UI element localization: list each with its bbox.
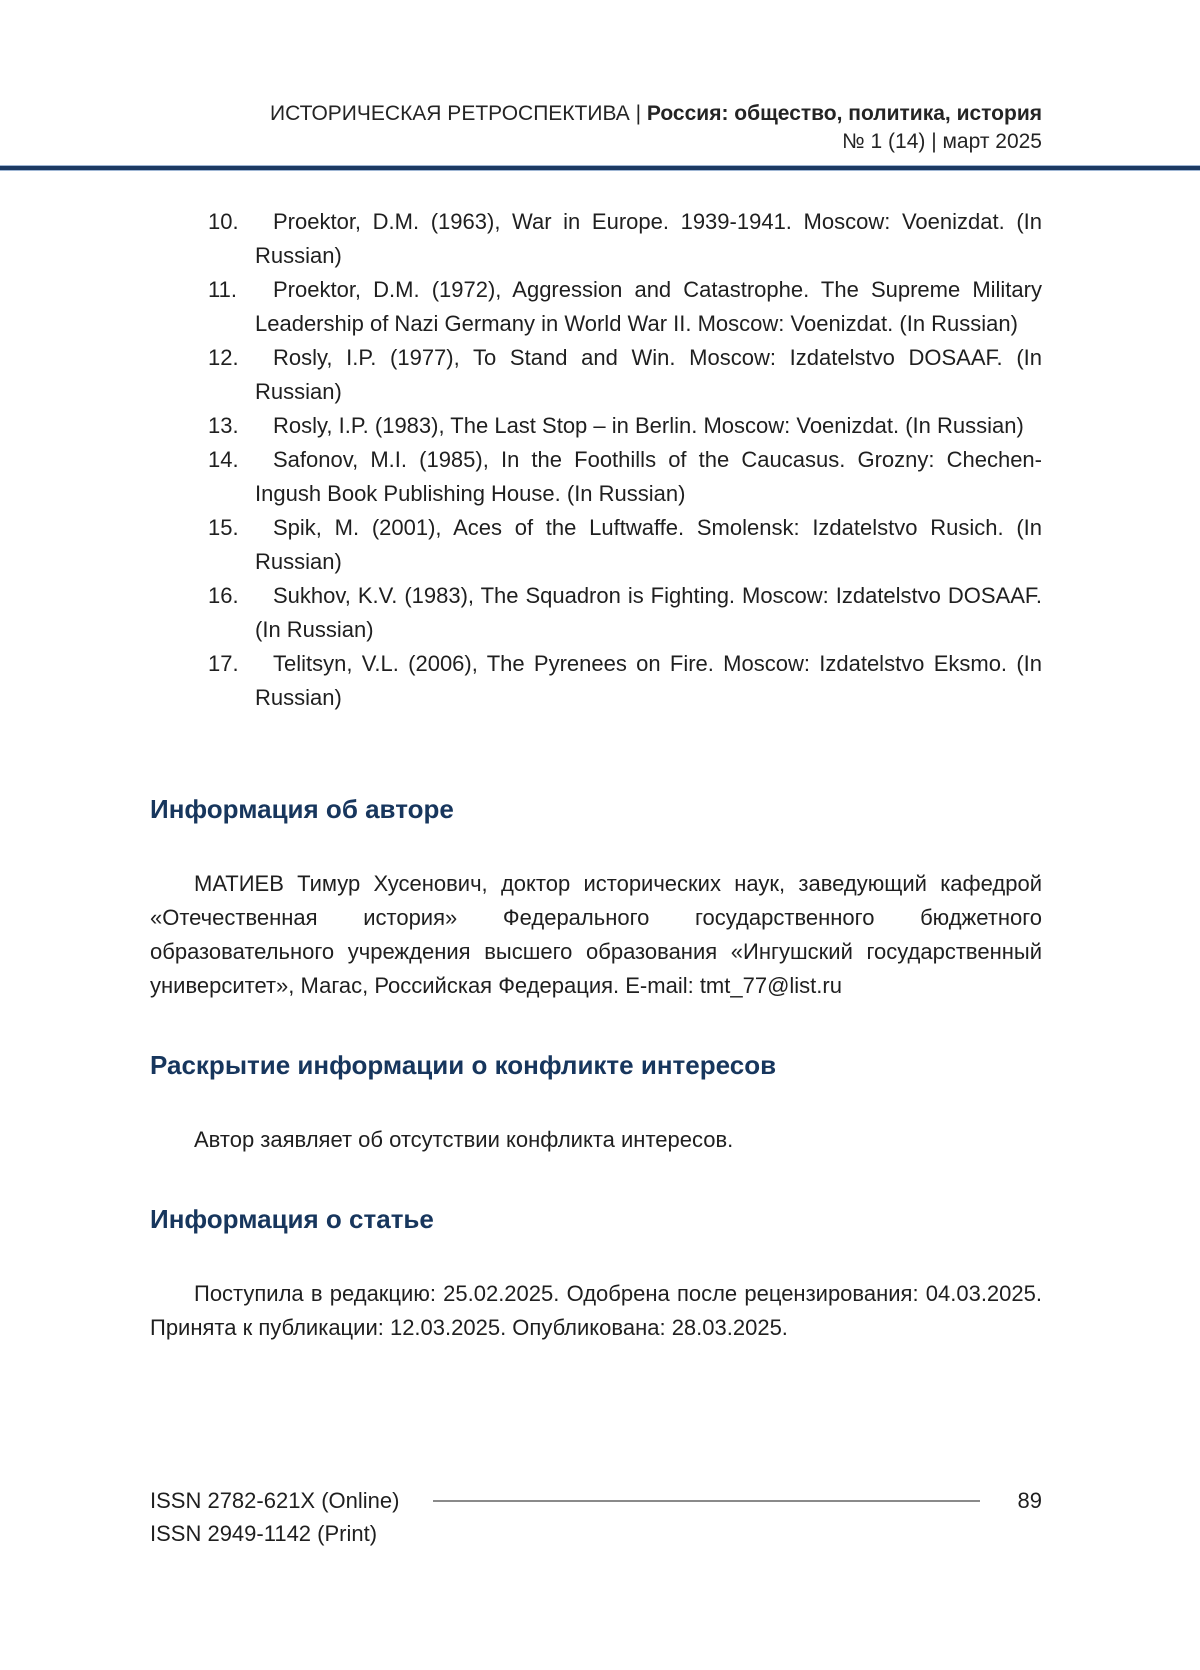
reference-number: 15. <box>208 515 239 540</box>
journal-title-separator: | <box>629 102 647 125</box>
reference-item <box>150 443 1042 511</box>
reference-text: Rosly, I.P. (1977), To Stand and Win. Moscow: Izdatelstvo DOSAAF. (In Russian) <box>255 345 1042 404</box>
reference-text: Spik, M. (2001), Aces of the Luftwaffe. Smolensk: Izdatelstvo Rusich. (In Russian) <box>255 515 1042 574</box>
doc-section <box>150 1203 1042 1345</box>
doc-section <box>150 1049 1042 1157</box>
reference-text: Proektor, D.M. (1963), War in Europe. 1939-1941. Moscow: Voenizdat. (In Russian) <box>255 209 1042 268</box>
sections <box>150 793 1042 1345</box>
section-paragraph: МАТИЕВ Тимур Хусенович, доктор исторических наук, заведующий кафедрой «Отечественная история» Федерального государственного бюджетного образовательного учреждения высшего образования «Ингушский государственный университет», Магас, Российская Федерация. E-mail: tmt_77@list.ru <box>150 871 1042 998</box>
page-number: 89 <box>1017 1488 1042 1513</box>
reference-number: 10. <box>208 209 239 234</box>
reference-text: Rosly, I.P. (1983), The Last Stop – in Berlin. Moscow: Voenizdat. (In Russian) <box>273 413 1024 438</box>
reference-text: Sukhov, K.V. (1983), The Squadron is Fighting. Moscow: Izdatelstvo DOSAAF. (In Russian) <box>255 583 1042 642</box>
page-content <box>150 205 1042 1345</box>
reference-item <box>150 511 1042 579</box>
reference-text: Telitsyn, V.L. (2006), The Pyrenees on Fire. Moscow: Izdatelstvo Eksmo. (In Russian) <box>255 651 1042 710</box>
running-head <box>150 0 1042 156</box>
reference-item <box>150 341 1042 409</box>
footer-rule <box>433 1500 979 1502</box>
reference-number: 11. <box>208 277 237 302</box>
running-head-line1 <box>150 100 1042 128</box>
header-divider-rule <box>0 165 1200 171</box>
reference-number: 12. <box>208 345 239 370</box>
section-paragraph: Автор заявляет об отсутствии конфликта интересов. <box>194 1127 734 1152</box>
reference-text: Safonov, M.I. (1985), In the Foothills of the Caucasus. Grozny: Chechen-Ingush Book Publishing House. (In Russian) <box>255 447 1042 506</box>
issue-line: № 1 (14) | март 2025 <box>842 130 1042 153</box>
reference-item <box>150 205 1042 273</box>
reference-item <box>150 579 1042 647</box>
section-paragraph: Поступила в редакцию: 25.02.2025. Одобрена после рецензирования: 04.03.2025. Принята к публикации: 12.03.2025. Опубликована: 28.03.2025. <box>150 1281 1042 1340</box>
section-heading: Раскрытие информации о конфликте интересов <box>150 1050 777 1080</box>
page-footer <box>150 1484 1042 1550</box>
reference-number: 13. <box>208 413 239 438</box>
section-heading: Информация об авторе <box>150 794 454 824</box>
footer-issn-print: ISSN 2949-1142 (Print) <box>150 1521 378 1546</box>
reference-number: 16. <box>208 583 239 608</box>
reference-item <box>150 273 1042 341</box>
journal-subtitle: Россия: общество, политика, история <box>646 102 1042 125</box>
references-list <box>150 205 1042 715</box>
reference-number: 17. <box>208 651 239 676</box>
footer-issn-online: ISSN 2782-621X (Online) <box>150 1488 400 1513</box>
reference-text: Proektor, D.M. (1972), Aggression and Catastrophe. The Supreme Military Leadership of Nazi Germany in World War II. Moscow: Voenizdat. (In Russian) <box>255 277 1042 336</box>
section-heading: Информация о статье <box>150 1204 434 1234</box>
reference-number: 14. <box>208 447 239 472</box>
footer-row <box>150 1484 1042 1517</box>
journal-title: ИСТОРИЧЕСКАЯ РЕТРОСПЕКТИВА <box>270 102 630 125</box>
reference-item <box>150 647 1042 715</box>
reference-item <box>150 409 1042 443</box>
doc-section <box>150 793 1042 1003</box>
